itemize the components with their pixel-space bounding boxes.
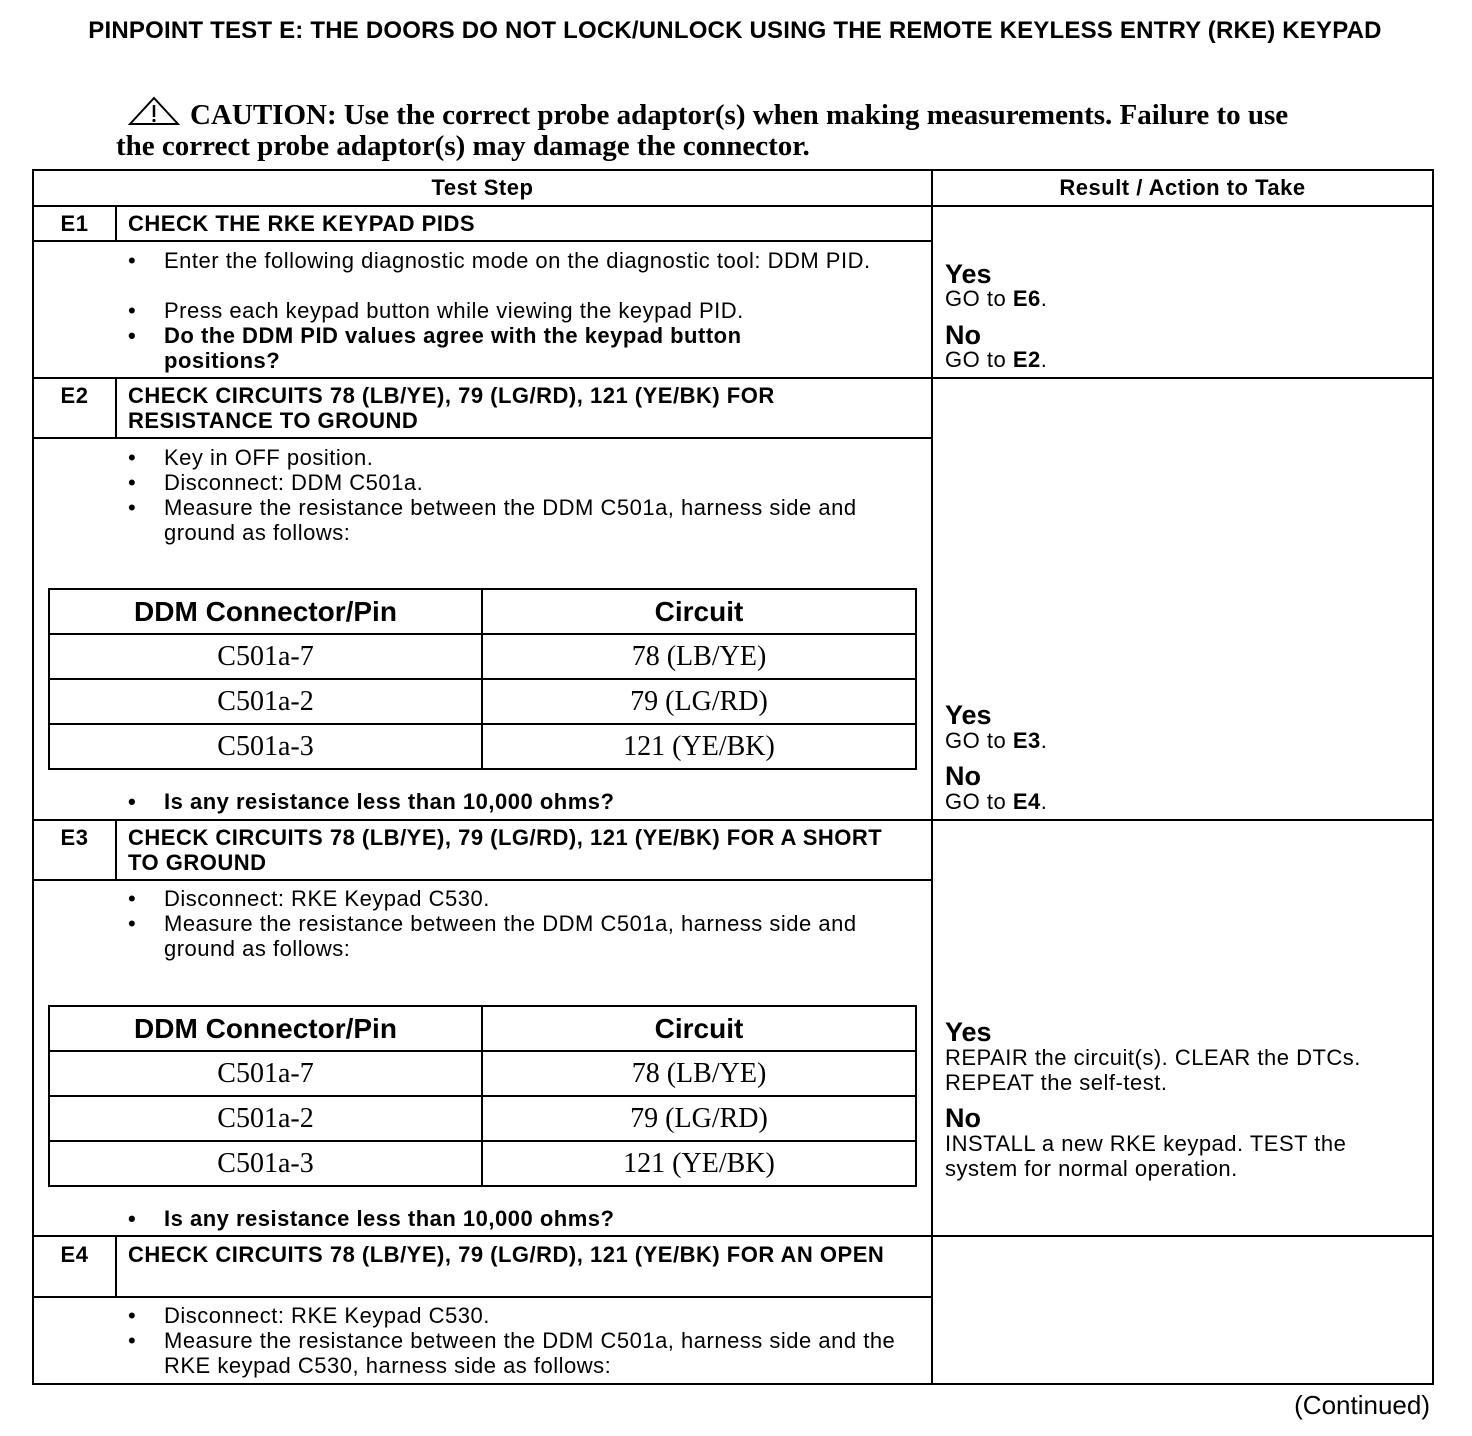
step-title: CHECK CIRCUITS 78 (LB/YE), 79 (LG/RD), 121 (YE/BK) FOR A SHORT TO GROUND <box>128 825 883 875</box>
step-id: E3 <box>60 825 89 850</box>
table-row: C501a-7 78 (LB/YE) <box>49 634 916 679</box>
table-row: C501a-2 79 (LG/RD) <box>49 679 916 724</box>
step-id: E4 <box>60 1242 89 1267</box>
step-title: CHECK THE RKE KEYPAD PIDS <box>128 211 476 236</box>
result-yes-action: GO to E6. <box>945 286 1048 311</box>
column-header: DDM Connector/Pin <box>49 589 482 634</box>
page-title: PINPOINT TEST E: THE DOORS DO NOT LOCK/UNLOCK USING THE REMOTE KEYLESS ENTRY (RKE) KEYPAD <box>88 17 1382 44</box>
step-id: E1 <box>60 211 89 236</box>
continued-label: (Continued) <box>1294 1390 1430 1420</box>
result-no-label: No <box>945 320 981 350</box>
result-yes-action: REPAIR the circuit(s). CLEAR the DTCs. REPEAT the self-test. <box>945 1045 1361 1095</box>
step-title: CHECK CIRCUITS 78 (LB/YE), 79 (LG/RD), 121 (YE/BK) FOR AN OPEN <box>128 1242 885 1267</box>
table-header-row <box>49 1006 916 1051</box>
step-title: CHECK CIRCUITS 78 (LB/YE), 79 (LG/RD), 121 (YE/BK) FOR RESISTANCE TO GROUND <box>128 383 775 433</box>
pin-table <box>48 1005 917 1187</box>
warning-triangle-icon <box>128 96 180 126</box>
result-yes-label: Yes <box>945 259 992 289</box>
result-yes-label: Yes <box>945 1017 992 1047</box>
column-header: DDM Connector/Pin <box>49 1006 482 1051</box>
result-no-action: INSTALL a new RKE keypad. TEST the system for normal operation. <box>945 1131 1347 1181</box>
table-row: C501a-2 79 (LG/RD) <box>49 1096 916 1141</box>
header-test-step: Test Step <box>431 175 534 200</box>
result-yes-label: Yes <box>945 700 992 730</box>
caution-note <box>116 96 1326 162</box>
pin-table <box>48 588 917 770</box>
table-row: C501a-3 121 (YE/BK) <box>49 724 916 769</box>
table-row: C501a-3 121 (YE/BK) <box>49 1141 916 1186</box>
table-row: C501a-7 78 (LB/YE) <box>49 1051 916 1096</box>
step-id: E2 <box>60 383 89 408</box>
result-no-action: GO to E4. <box>945 789 1048 814</box>
result-no-action: GO to E2. <box>945 347 1048 372</box>
header-result: Result / Action to Take <box>1059 175 1306 200</box>
table-header-row <box>49 589 916 634</box>
result-no-label: No <box>945 1103 981 1133</box>
result-no-label: No <box>945 761 981 791</box>
caution-text: CAUTION: Use the correct probe adaptor(s) when making measurements. Failure to use the correct probe adaptor(s) may damage the connector. <box>116 99 1289 162</box>
result-yes-action: GO to E3. <box>945 728 1048 753</box>
column-header: Circuit <box>482 1006 916 1051</box>
column-header: Circuit <box>482 589 916 634</box>
